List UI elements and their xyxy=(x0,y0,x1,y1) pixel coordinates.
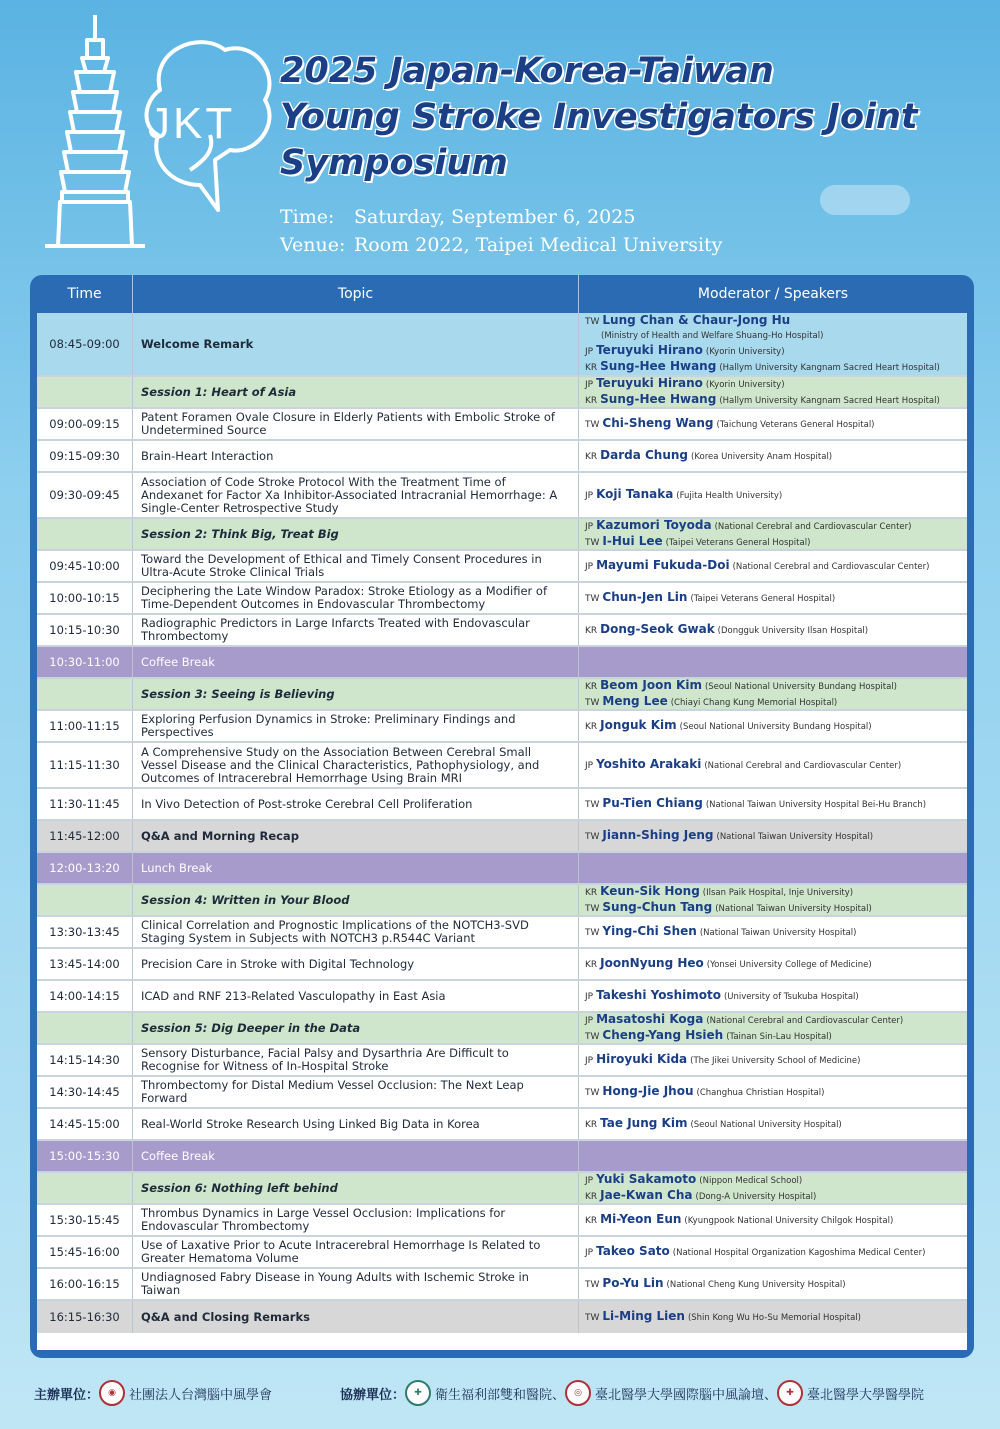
break-row xyxy=(37,1141,967,1173)
row-time: 11:30-11:45 xyxy=(37,789,133,819)
speaker-entry xyxy=(585,313,961,329)
speaker-institution: (National Cerebral and Cardiovascular Center) xyxy=(732,562,930,572)
row-topic: Coffee Break xyxy=(133,647,579,677)
row-speakers xyxy=(579,1141,967,1171)
row-time: 15:45-16:00 xyxy=(37,1237,133,1267)
speaker-entry xyxy=(585,828,961,844)
speaker-institution: (Chiayi Chang Kung Memorial Hospital) xyxy=(670,698,838,708)
speaker-name: Chun-Jen Lin xyxy=(602,590,688,604)
row-topic: Radiographic Predictors in Large Infarcts Treated with Endovascular Thrombectomy xyxy=(133,615,579,645)
speaker-institution: (National Cerebral and Cardiovascular Center) xyxy=(704,761,902,771)
time-label: Time: xyxy=(280,206,335,228)
row-speakers xyxy=(579,1301,967,1333)
time-line xyxy=(280,203,722,231)
country-code: JP xyxy=(585,992,594,1002)
venue-label: Venue: xyxy=(280,234,346,256)
country-code: JP xyxy=(585,1248,594,1258)
row-speakers xyxy=(579,853,967,883)
country-code: KR xyxy=(585,1192,598,1202)
country-code: TW xyxy=(585,538,600,548)
table-row xyxy=(37,313,967,377)
row-time: 11:15-11:30 xyxy=(37,743,133,787)
speaker-name: JoonNyung Heo xyxy=(600,956,704,970)
speaker-institution: (Seoul National University Hospital) xyxy=(690,1120,842,1130)
row-speakers xyxy=(579,789,967,819)
speaker-entry xyxy=(585,884,961,900)
row-time: 10:30-11:00 xyxy=(37,647,133,677)
speaker-institution: (Changhua Christian Hospital) xyxy=(696,1088,825,1098)
row-topic: Welcome Remark xyxy=(133,313,579,375)
row-time: 11:00-11:15 xyxy=(37,711,133,741)
row-time xyxy=(37,377,133,407)
country-code: TW xyxy=(585,1088,600,1098)
row-topic: Undiagnosed Fabry Disease in Young Adults with Ischemic Stroke in Taiwan xyxy=(133,1269,579,1299)
country-code: KR xyxy=(585,682,598,692)
speaker-institution: (Kyorin University) xyxy=(705,380,785,390)
speaker-name: Sung-Chun Tang xyxy=(602,900,713,914)
venue-line xyxy=(280,231,722,259)
row-topic: Clinical Correlation and Prognostic Implications of the NOTCH3-SVD Staging System in Subjects with NOTCH3 p.R544C Variant xyxy=(133,917,579,947)
speaker-entry xyxy=(585,392,961,408)
table-row xyxy=(37,981,967,1013)
row-topic: Patent Foramen Ovale Closure in Elderly Patients with Embolic Stroke of Undetermined Source xyxy=(133,409,579,439)
row-time: 08:45-09:00 xyxy=(37,313,133,375)
row-speakers xyxy=(579,1109,967,1139)
speaker-entry xyxy=(585,343,961,359)
row-speakers xyxy=(579,473,967,517)
row-time: 10:00-10:15 xyxy=(37,583,133,613)
speaker-name: Takeshi Yoshimoto xyxy=(596,988,721,1002)
table-header xyxy=(37,275,967,313)
speaker-name: Jae-Kwan Cha xyxy=(600,1188,693,1202)
country-code: JP xyxy=(585,380,594,390)
row-topic: Session 6: Nothing left behind xyxy=(133,1173,579,1203)
speaker-name: Meng Lee xyxy=(602,694,668,708)
row-speakers xyxy=(579,1077,967,1107)
footer-co-hosts xyxy=(340,1380,924,1406)
row-topic: Session 3: Seeing is Believing xyxy=(133,679,579,709)
speaker-name: Jiann-Shing Jeng xyxy=(602,828,714,842)
row-speakers xyxy=(579,885,967,915)
row-time xyxy=(37,519,133,549)
speaker-entry xyxy=(585,359,961,375)
speaker-name: Tae Jung Kim xyxy=(600,1116,688,1130)
title-line-3: Symposium xyxy=(280,143,508,183)
speaker-name: Hong-Jie Jhou xyxy=(602,1084,694,1098)
speaker-name: Chi-Sheng Wang xyxy=(602,416,714,430)
venue-value: Room 2022, Taipei Medical University xyxy=(354,234,723,256)
session-row xyxy=(37,1013,967,1045)
speaker-institution: (Tainan Sin-Lau Hospital) xyxy=(726,1032,832,1042)
row-time: 09:45-10:00 xyxy=(37,551,133,581)
speaker-entry xyxy=(585,416,961,432)
row-topic: Sensory Disturbance, Facial Palsy and Dysarthria Are Difficult to Recognise for Witness of In-Hospital Stroke xyxy=(133,1045,579,1075)
speaker-name: Koji Tanaka xyxy=(596,487,674,501)
row-time: 15:00-15:30 xyxy=(37,1141,133,1171)
speaker-entry xyxy=(585,1276,961,1292)
row-time: 14:15-14:30 xyxy=(37,1045,133,1075)
table-row xyxy=(37,473,967,519)
row-time: 10:15-10:30 xyxy=(37,615,133,645)
title-line-2: Young Stroke Investigators Joint xyxy=(280,97,918,137)
speaker-institution: (Taipei Veterans General Hospital) xyxy=(665,538,811,548)
co-host-label: 協辦單位： xyxy=(340,1387,406,1403)
row-topic: Session 2: Think Big, Treat Big xyxy=(133,519,579,549)
country-code: JP xyxy=(585,522,594,532)
speaker-entry xyxy=(585,988,961,1004)
country-code: TW xyxy=(585,698,600,708)
row-time: 09:30-09:45 xyxy=(37,473,133,517)
row-time: 09:00-09:15 xyxy=(37,409,133,439)
row-time: 12:00-13:20 xyxy=(37,853,133,883)
row-topic: Session 1: Heart of Asia xyxy=(133,377,579,407)
speaker-entry xyxy=(585,1084,961,1100)
speaker-name: Hiroyuki Kida xyxy=(596,1052,688,1066)
speaker-name: Mi-Yeon Eun xyxy=(600,1212,682,1226)
speaker-institution: (Taichung Veterans General Hospital) xyxy=(716,420,875,430)
row-topic: Real-World Stroke Research Using Linked Big Data in Korea xyxy=(133,1109,579,1139)
speaker-name: I-Hui Lee xyxy=(602,534,663,548)
speaker-institution: (Nippon Medical School) xyxy=(699,1176,803,1186)
speaker-institution: (National Cerebral and Cardiovascular Center) xyxy=(714,522,912,532)
session-row xyxy=(37,377,967,409)
co-host-2: 臺北醫學大學國際腦中風論壇、 xyxy=(595,1387,778,1403)
row-topic: Deciphering the Late Window Paradox: Stroke Etiology as a Modifier of Time-Dependent Outcomes in Endovascular Thrombectomy xyxy=(133,583,579,613)
speaker-institution: (Seoul National University Bundang Hospital) xyxy=(679,722,872,732)
row-speakers xyxy=(579,647,967,677)
speaker-institution: (The Jikei University School of Medicine) xyxy=(690,1056,861,1066)
speaker-name: Beom Joon Kim xyxy=(600,678,702,692)
speaker-institution: (National Taiwan University Hospital) xyxy=(716,832,874,842)
speaker-name: Lung Chan & Chaur-Jong Hu xyxy=(602,313,791,327)
speaker-institution: (Hallym University Kangnam Sacred Heart Hospital) xyxy=(719,396,940,406)
forum-seal-icon: ◎ xyxy=(565,1380,591,1406)
country-code: KR xyxy=(585,1120,598,1130)
speaker-institution: (Kyorin University) xyxy=(705,347,785,357)
country-code: KR xyxy=(585,363,598,373)
country-code: KR xyxy=(585,1216,598,1226)
speaker-name: Yuki Sakamoto xyxy=(596,1172,697,1186)
speaker-entry xyxy=(585,558,961,574)
table-row xyxy=(37,743,967,789)
row-topic: Coffee Break xyxy=(133,1141,579,1171)
row-speakers xyxy=(579,409,967,439)
country-code: TW xyxy=(585,1313,600,1323)
row-speakers xyxy=(579,1205,967,1235)
speaker-entry xyxy=(585,1309,961,1325)
row-time xyxy=(37,1173,133,1203)
row-speakers xyxy=(579,377,967,407)
session-row xyxy=(37,1173,967,1205)
row-topic: Exploring Perfusion Dynamics in Stroke: Preliminary Findings and Perspectives xyxy=(133,711,579,741)
country-code: JP xyxy=(585,491,594,501)
speaker-entry xyxy=(585,678,961,694)
tmu-seal-icon: ✚ xyxy=(777,1380,803,1406)
speaker-institution: (Korea University Anam Hospital) xyxy=(691,452,833,462)
row-speakers xyxy=(579,1269,967,1299)
country-code: JP xyxy=(585,562,594,572)
speaker-entry xyxy=(585,757,961,773)
speaker-institution: (National Cerebral and Cardiovascular Center) xyxy=(706,1016,904,1026)
table-row xyxy=(37,1109,967,1141)
row-topic: Session 4: Written in Your Blood xyxy=(133,885,579,915)
table-row xyxy=(37,949,967,981)
speaker-institution: (National Taiwan University Hospital) xyxy=(715,904,872,914)
speaker-entry xyxy=(585,622,961,638)
table-row xyxy=(37,1237,967,1269)
speaker-name: Li-Ming Lien xyxy=(602,1309,685,1323)
row-speakers xyxy=(579,1237,967,1267)
speaker-name: Yoshito Arakaki xyxy=(596,757,702,771)
table-row xyxy=(37,1301,967,1333)
row-speakers xyxy=(579,519,967,549)
speaker-institution: (National Hospital Organization Kagoshima Medical Center) xyxy=(672,1248,926,1258)
country-code: TW xyxy=(585,904,600,914)
row-topic: Brain-Heart Interaction xyxy=(133,441,579,471)
co-host-3: 臺北醫學大學醫學院 xyxy=(807,1387,925,1403)
row-time xyxy=(37,679,133,709)
row-time: 11:45-12:00 xyxy=(37,821,133,851)
row-speakers xyxy=(579,615,967,645)
table-row xyxy=(37,615,967,647)
speaker-entry xyxy=(585,590,961,606)
table-row xyxy=(37,1077,967,1109)
speaker-entry xyxy=(585,1116,961,1132)
speaker-name: Darda Chung xyxy=(600,448,689,462)
country-code: KR xyxy=(585,626,598,636)
table-row xyxy=(37,1045,967,1077)
row-speakers xyxy=(579,917,967,947)
row-speakers xyxy=(579,583,967,613)
country-code: JP xyxy=(585,1056,594,1066)
country-code: KR xyxy=(585,888,598,898)
session-row xyxy=(37,519,967,551)
speaker-name: Pu-Tien Chiang xyxy=(602,796,703,810)
speaker-entry xyxy=(585,1028,961,1044)
row-speakers xyxy=(579,981,967,1011)
speaker-name: Ying-Chi Shen xyxy=(602,924,697,938)
speaker-entry xyxy=(585,1172,961,1188)
speaker-name: Cheng-Yang Hsieh xyxy=(602,1028,724,1042)
break-row xyxy=(37,853,967,885)
row-time xyxy=(37,885,133,915)
row-time: 14:00-14:15 xyxy=(37,981,133,1011)
row-topic: Q&A and Morning Recap xyxy=(133,821,579,851)
row-topic: Q&A and Closing Remarks xyxy=(133,1301,579,1333)
country-code: KR xyxy=(585,722,598,732)
host-label: 主辦單位： xyxy=(34,1387,100,1403)
row-time: 16:15-16:30 xyxy=(37,1301,133,1333)
session-row xyxy=(37,885,967,917)
table-row xyxy=(37,583,967,615)
row-topic: Thrombectomy for Distal Medium Vessel Occlusion: The Next Leap Forward xyxy=(133,1077,579,1107)
country-code: KR xyxy=(585,452,598,462)
table-row xyxy=(37,789,967,821)
program-table xyxy=(30,275,974,1358)
speaker-entry xyxy=(585,534,961,550)
header-topic: Topic xyxy=(133,275,579,313)
speaker-name: Takeo Sato xyxy=(596,1244,670,1258)
speaker-entry xyxy=(585,1012,961,1028)
speaker-name: Teruyuki Hirano xyxy=(596,376,703,390)
speaker-entry xyxy=(585,796,961,812)
speaker-institution: (National Cheng Kung University Hospital) xyxy=(666,1280,846,1290)
row-speakers xyxy=(579,821,967,851)
speaker-entry xyxy=(585,924,961,940)
row-time: 13:45-14:00 xyxy=(37,949,133,979)
row-time: 09:15-09:30 xyxy=(37,441,133,471)
header-time: Time xyxy=(37,275,133,313)
row-topic: Association of Code Stroke Protocol With the Treatment Time of Andexanet for Factor Xa Inhibitor-Associated Intracranial Hemorrhage: A Single-Center Retrospective Study xyxy=(133,473,579,517)
speaker-institution: (National Taiwan University Hospital Bei-Hu Branch) xyxy=(705,800,927,810)
speaker-institution: (Yonsei University College of Medicine) xyxy=(706,960,872,970)
speaker-name: Teruyuki Hirano xyxy=(596,343,703,357)
table-row xyxy=(37,917,967,949)
row-speakers xyxy=(579,711,967,741)
speaker-name: Dong-Seok Gwak xyxy=(600,622,715,636)
speaker-entry xyxy=(585,518,961,534)
event-title xyxy=(280,48,980,186)
row-time: 15:30-15:45 xyxy=(37,1205,133,1235)
hospital-shield-icon: ✚ xyxy=(405,1380,431,1406)
row-topic: Session 5: Dig Deeper in the Data xyxy=(133,1013,579,1043)
speaker-institution: (Hallym University Kangnam Sacred Heart Hospital) xyxy=(719,363,940,373)
country-code: KR xyxy=(585,960,598,970)
speaker-name: Sung-Hee Hwang xyxy=(600,392,717,406)
row-speakers xyxy=(579,1045,967,1075)
row-topic: In Vivo Detection of Post-stroke Cerebral Cell Proliferation xyxy=(133,789,579,819)
country-code: TW xyxy=(585,928,600,938)
speaker-entry xyxy=(585,1244,961,1260)
row-topic: Lunch Break xyxy=(133,853,579,883)
break-row xyxy=(37,647,967,679)
speaker-entry xyxy=(585,694,961,710)
speaker-entry xyxy=(585,900,961,916)
speaker-entry xyxy=(585,1212,961,1228)
country-code: JP xyxy=(585,761,594,771)
row-topic: Use of Laxative Prior to Acute Intracerebral Hemorrhage Is Related to Greater Hematoma Volume xyxy=(133,1237,579,1267)
row-topic: A Comprehensive Study on the Association Between Cerebral Small Vessel Disease and the Clinical Characteristics, Pathophysiology, and Outcomes of Intracerebral Hemorrhage Using Brain MRI xyxy=(133,743,579,787)
co-host-1: 衛生福利部雙和醫院、 xyxy=(435,1387,566,1403)
speaker-institution: (National Taiwan University Hospital) xyxy=(699,928,857,938)
country-code: TW xyxy=(585,317,600,327)
speaker-institution: (University of Tsukuba Hospital) xyxy=(723,992,859,1002)
country-code: TW xyxy=(585,800,600,810)
country-code: TW xyxy=(585,1032,600,1042)
speaker-institution: (Shin Kong Wu Ho-Su Memorial Hospital) xyxy=(687,1313,861,1323)
speaker-institution: (Kyungpook National University Chilgok Hospital) xyxy=(684,1216,894,1226)
row-speakers xyxy=(579,1013,967,1043)
speaker-entry xyxy=(585,448,961,464)
row-time xyxy=(37,1013,133,1043)
row-speakers xyxy=(579,313,967,375)
country-code: TW xyxy=(585,1280,600,1290)
country-code: JP xyxy=(585,347,594,357)
speaker-entry xyxy=(585,1052,961,1068)
speaker-institution: (Taipei Veterans General Hospital) xyxy=(690,594,836,604)
speaker-entry xyxy=(585,1188,961,1204)
table-row xyxy=(37,409,967,441)
society-seal-icon: ◉ xyxy=(99,1380,125,1406)
row-time: 14:30-14:45 xyxy=(37,1077,133,1107)
speaker-institution: (Ilsan Paik Hospital, Inje University) xyxy=(702,888,854,898)
row-time: 14:45-15:00 xyxy=(37,1109,133,1139)
speaker-name: Kazumori Toyoda xyxy=(596,518,712,532)
speaker-name: Po-Yu Lin xyxy=(602,1276,664,1290)
table-row xyxy=(37,711,967,743)
table-body xyxy=(37,313,967,1350)
row-speakers xyxy=(579,441,967,471)
host-name: 社團法人台灣腦中風學會 xyxy=(129,1387,273,1403)
speaker-entry xyxy=(585,718,961,734)
country-code: JP xyxy=(585,1176,594,1186)
table-row xyxy=(37,821,967,853)
row-time: 16:00-16:15 xyxy=(37,1269,133,1299)
speaker-entry xyxy=(585,487,961,503)
speaker-entry xyxy=(585,956,961,972)
row-speakers xyxy=(579,1173,967,1203)
speaker-name: Keun-Sik Hong xyxy=(600,884,700,898)
speaker-institution: (Fujita Health University) xyxy=(676,491,783,501)
row-topic: Toward the Development of Ethical and Timely Consent Procedures in Ultra-Acute Stroke Clinical Trials xyxy=(133,551,579,581)
title-line-1: 2025 Japan-Korea-Taiwan xyxy=(280,51,774,91)
speaker-institution: (Dong-A University Hospital) xyxy=(695,1192,817,1202)
row-speakers xyxy=(579,949,967,979)
logo-letters: JKT xyxy=(148,99,236,148)
speaker-name: Masatoshi Koga xyxy=(596,1012,704,1026)
row-time: 13:30-13:45 xyxy=(37,917,133,947)
row-speakers xyxy=(579,743,967,787)
country-code: KR xyxy=(585,396,598,406)
country-code: TW xyxy=(585,832,600,842)
table-row xyxy=(37,1205,967,1237)
speaker-name: Sung-Hee Hwang xyxy=(600,359,717,373)
country-code: JP xyxy=(585,1016,594,1026)
speaker-name: Jonguk Kim xyxy=(600,718,677,732)
country-code: TW xyxy=(585,594,600,604)
row-speakers xyxy=(579,551,967,581)
country-code: TW xyxy=(585,420,600,430)
speaker-institution: (Seoul National University Bundang Hospital) xyxy=(704,682,897,692)
table-row xyxy=(37,441,967,473)
header-speakers: Moderator / Speakers xyxy=(697,286,849,302)
row-topic: Precision Care in Stroke with Digital Technology xyxy=(133,949,579,979)
session-row xyxy=(37,679,967,711)
speaker-institution: (Ministry of Health and Welfare Shuang-Ho Hospital) xyxy=(601,331,824,341)
speaker-name: Mayumi Fukuda-Doi xyxy=(596,558,730,572)
event-info xyxy=(280,203,722,259)
jkt-tower-brain-logo xyxy=(40,10,280,250)
table-row xyxy=(37,551,967,583)
time-value: Saturday, September 6, 2025 xyxy=(354,206,636,228)
row-topic: ICAD and RNF 213-Related Vasculopathy in East Asia xyxy=(133,981,579,1011)
footer xyxy=(0,1372,1000,1412)
row-speakers xyxy=(579,679,967,709)
speaker-entry xyxy=(585,376,961,392)
footer-host xyxy=(34,1380,272,1406)
header xyxy=(0,0,1000,270)
table-row xyxy=(37,1269,967,1301)
speaker-institution: (Dongguk University Ilsan Hospital) xyxy=(717,626,869,636)
row-topic: Thrombus Dynamics in Large Vessel Occlusion: Implications for Endovascular Thrombectomy xyxy=(133,1205,579,1235)
